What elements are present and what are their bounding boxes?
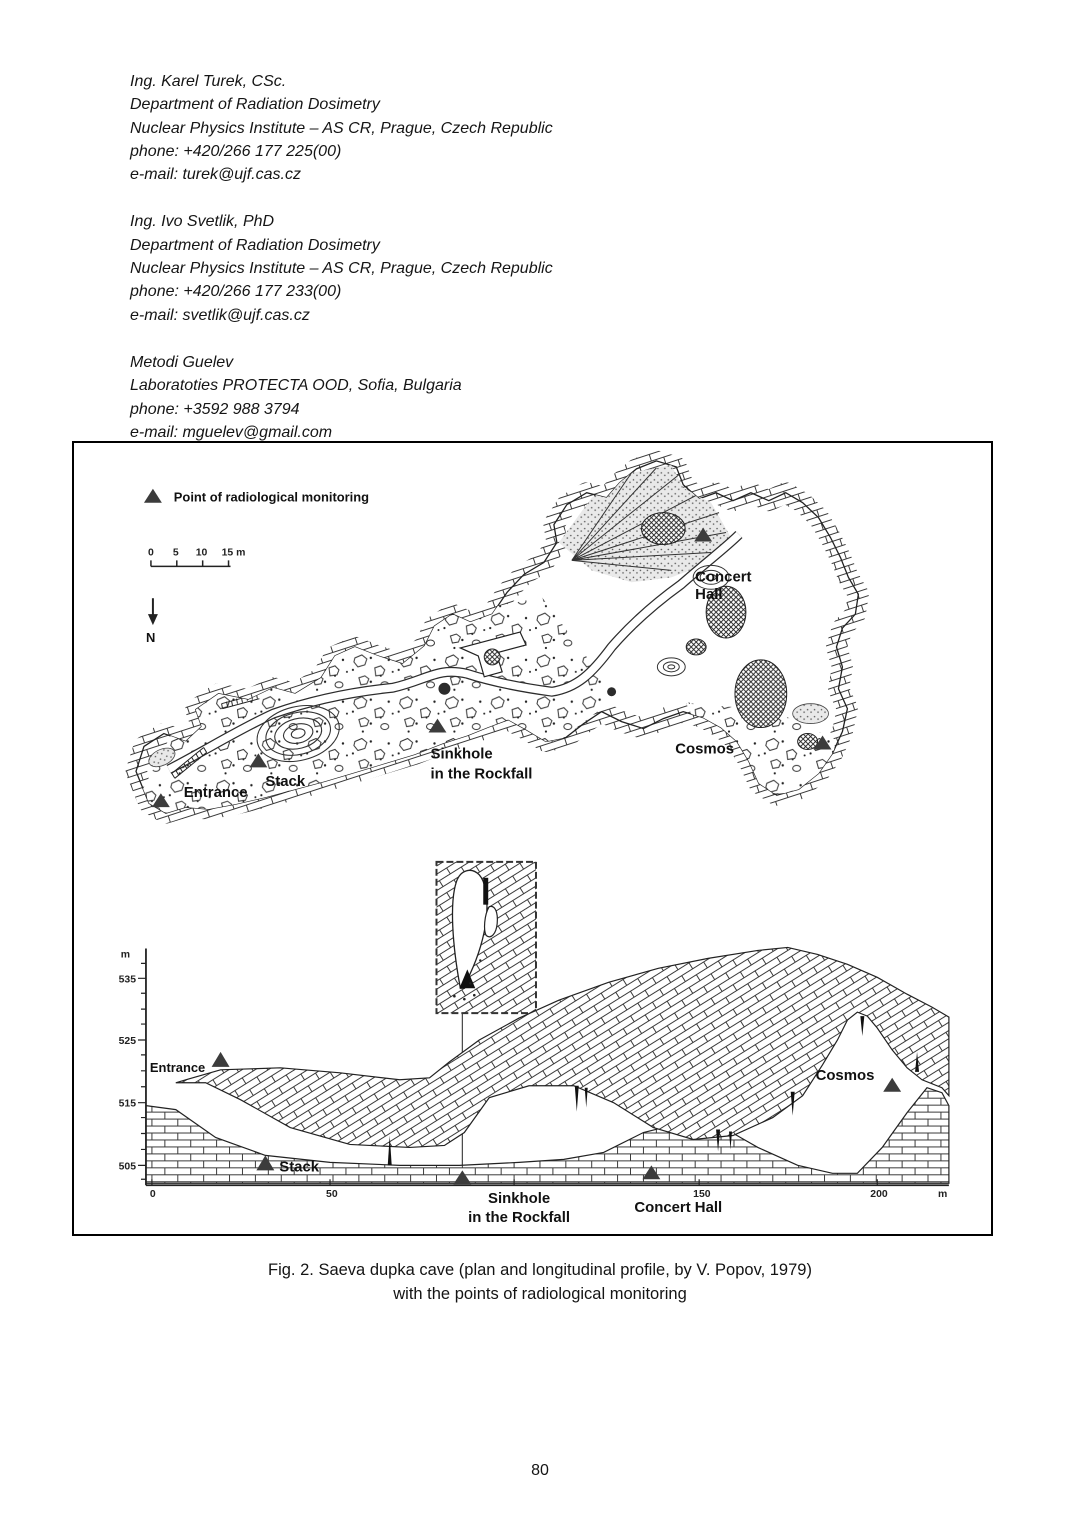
author-name: Ing. Karel Turek, CSc. <box>130 73 287 90</box>
profile-label-cosmos: Cosmos <box>815 1066 875 1084</box>
author-department: Department of Radiation Dosimetry <box>130 96 380 114</box>
author-block-svetlik <box>130 210 553 326</box>
cave-plan <box>134 461 858 816</box>
elev-tick-505: 505 <box>118 1161 137 1173</box>
profile-label-sinkhole-1: Sinkhole <box>488 1190 551 1208</box>
monitoring-point-icon <box>144 489 162 503</box>
author-phone: phone: +420/266 177 225(00) <box>130 142 342 160</box>
elevation-axis <box>119 948 146 1185</box>
plan-label-sinkhole-2: in the Rockfall <box>430 765 533 783</box>
dark-patch <box>641 513 685 545</box>
author-name: Ing. Ivo Svetlik, PhD <box>130 213 275 231</box>
author-email: e-mail: svetlik@ujf.cas.cz <box>130 306 310 324</box>
author-block-guelev <box>130 351 553 444</box>
dist-tick-200: 200 <box>870 1189 888 1201</box>
dist-tick-0: 0 <box>149 1189 156 1201</box>
scale-bar <box>148 547 245 566</box>
north-arrow-head <box>148 614 158 625</box>
plan-label-sinkhole-1: Sinkhole <box>430 745 493 763</box>
scale-tick-15m: 15 m <box>221 547 246 559</box>
author-institute: Laboratoties PROTECTA OOD, Sofia, Bulgaria <box>130 377 462 395</box>
figure-2-box <box>72 441 993 1236</box>
author-department: Department of Radiation Dosimetry <box>130 236 380 254</box>
author-phone: phone: +3592 988 3794 <box>130 400 300 418</box>
author-phone: phone: +420/266 177 233(00) <box>130 283 342 301</box>
elev-tick-525: 525 <box>118 1035 137 1047</box>
author-email: e-mail: turek@ujf.cas.cz <box>130 166 301 184</box>
profile-label-stack: Stack <box>279 1158 320 1176</box>
elev-tick-535: 535 <box>118 974 137 986</box>
profile-label-concert-hall: Concert Hall <box>634 1199 723 1217</box>
profile-label-entrance: Entrance <box>149 1059 206 1075</box>
author-contacts <box>130 70 553 468</box>
plan-label-concert-hall-1: Concert <box>695 568 752 586</box>
figure-caption-line-1: Fig. 2. Saeva dupka cave (plan and longitudinal profile, by V. Popov, 1979) <box>268 1261 812 1279</box>
profile-label-sinkhole-2: in the Rockfall <box>468 1209 571 1227</box>
plan-label-entrance: Entrance <box>183 784 248 802</box>
cave-map-svg <box>74 443 991 1234</box>
figure-caption-line-2: with the points of radiological monitoring <box>393 1285 687 1303</box>
author-name: Metodi Guelev <box>130 353 234 371</box>
author-email: e-mail: mguelev@gmail.com <box>130 423 333 441</box>
plan-label-concert-hall-2: Hall <box>695 586 723 604</box>
monitoring-point-icon <box>212 1052 230 1067</box>
elev-unit-label: m <box>120 949 131 961</box>
dist-unit-label: m <box>937 1189 948 1201</box>
legend-label: Point of radiological monitoring <box>173 489 370 505</box>
inset-dark-fissure <box>483 878 488 905</box>
scale-bar-line <box>151 560 231 566</box>
scale-tick-0: 0 <box>147 547 154 559</box>
author-institute: Nuclear Physics Institute – AS CR, Prague, Czech Republic <box>130 260 553 278</box>
author-institute: Nuclear Physics Institute – AS CR, Prague, Czech Republic <box>130 119 553 137</box>
north-arrow <box>146 598 158 645</box>
dist-tick-150: 150 <box>693 1189 711 1201</box>
scale-tick-10: 10 <box>195 547 208 559</box>
scale-tick-5: 5 <box>172 547 179 559</box>
north-label: N <box>145 629 156 645</box>
monitoring-point-icon <box>883 1078 901 1092</box>
page-number: 80 <box>531 1462 549 1479</box>
legend <box>144 489 369 505</box>
profile-upper-rock <box>176 947 949 1147</box>
figure-caption <box>0 1258 1080 1306</box>
plan-label-stack: Stack <box>265 773 306 791</box>
elev-tick-515: 515 <box>118 1098 137 1110</box>
plan-label-cosmos: Cosmos <box>675 740 735 758</box>
dist-tick-50: 50 <box>326 1189 338 1201</box>
author-block-turek <box>130 70 553 186</box>
